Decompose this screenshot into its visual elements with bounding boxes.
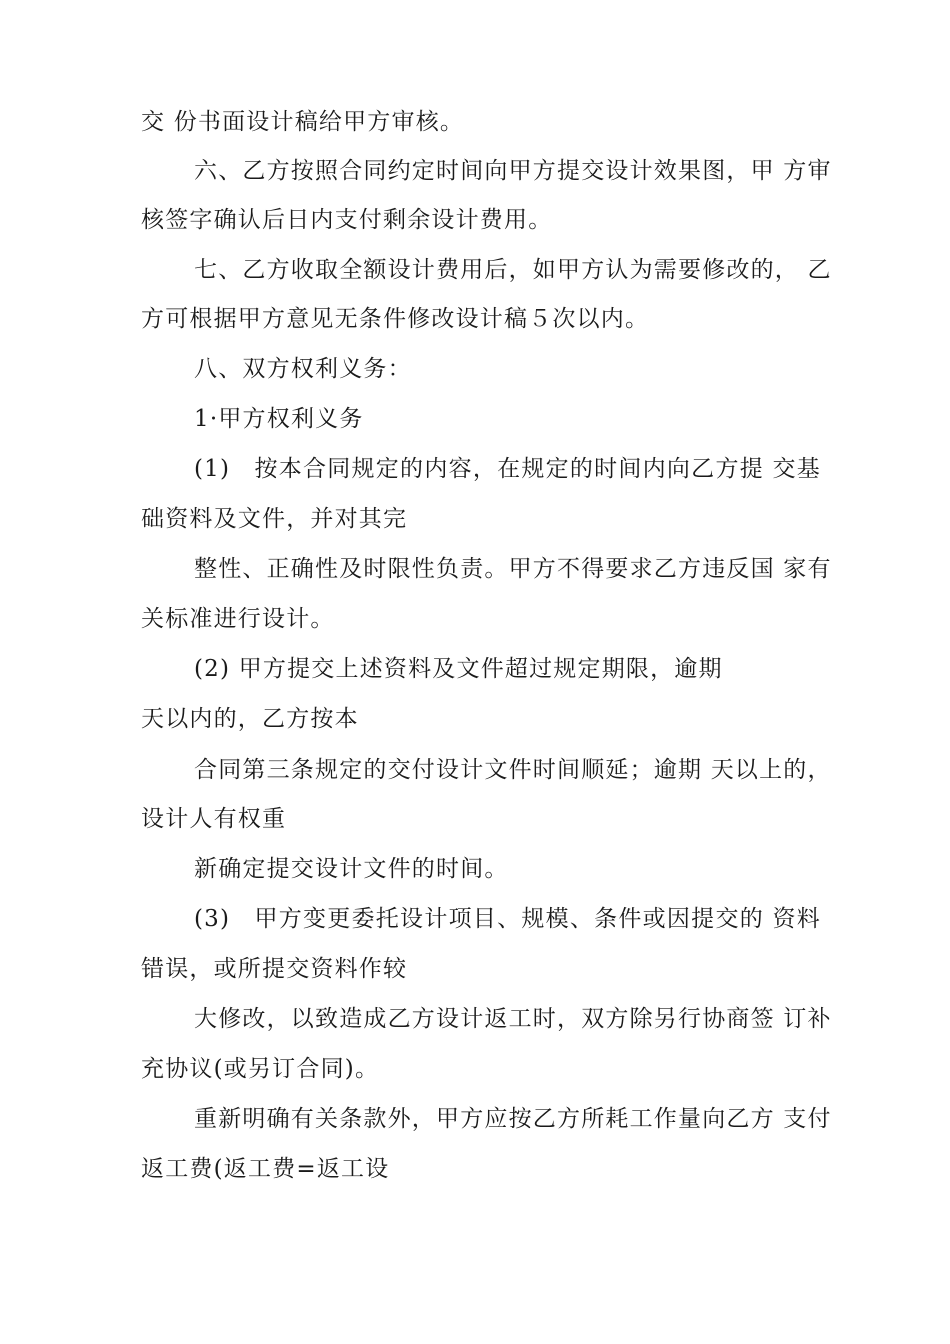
- text-line: 交 份书面设计稿给甲方审核。: [141, 109, 465, 135]
- text-line: 核签字确认后日内支付剩余设计费用。: [141, 207, 553, 233]
- text-line: 充协议(或另订合同)。: [141, 1056, 380, 1082]
- text-line: 六、乙方按照合同约定时间向甲方提交设计效果图，甲 方审: [194, 158, 832, 184]
- text-line: (3) 甲方变更委托设计项目、规模、条件或因提交的 资料: [194, 906, 821, 932]
- text-line: 错误，或所提交资料作较: [141, 956, 408, 982]
- text-line: 方可根据甲方意见无条件修改设计稿５次以内。: [141, 306, 650, 332]
- section-heading: 八、双方权利义务：: [194, 356, 412, 382]
- text-line: 整性、正确性及时限性负责。甲方不得要求乙方违反国 家有: [194, 556, 832, 582]
- text-line: 新确定提交设计文件的时间。: [194, 856, 509, 882]
- text-line: (1) 按本合同规定的内容，在规定的时间内向乙方提 交基: [194, 456, 821, 482]
- text-line: 合同第三条规定的交付设计文件时间顺延；逾期 天以上的，: [194, 757, 832, 783]
- text-line: 大修改，以致造成乙方设计返工时，双方除另行协商签 订补: [194, 1006, 832, 1032]
- text-line: 关标准进行设计。: [141, 606, 335, 632]
- text-line: (2) 甲方提交上述资料及文件超过规定期限，逾期: [194, 656, 723, 682]
- text-line: 重新明确有关条款外，甲方应按乙方所耗工作量向乙方 支付: [194, 1106, 832, 1132]
- text-line: 返工费(返工费=返工设: [141, 1156, 390, 1182]
- text-line: 七、乙方收取全额设计费用后，如甲方认为需要修改的， 乙: [194, 257, 832, 283]
- text-line: 础资料及文件，并对其完: [141, 506, 408, 532]
- text-line: 天以内的，乙方按本: [141, 706, 359, 732]
- text-line: 设计人有权重: [141, 806, 287, 832]
- subsection-heading: 1·甲方权利义务: [194, 406, 364, 432]
